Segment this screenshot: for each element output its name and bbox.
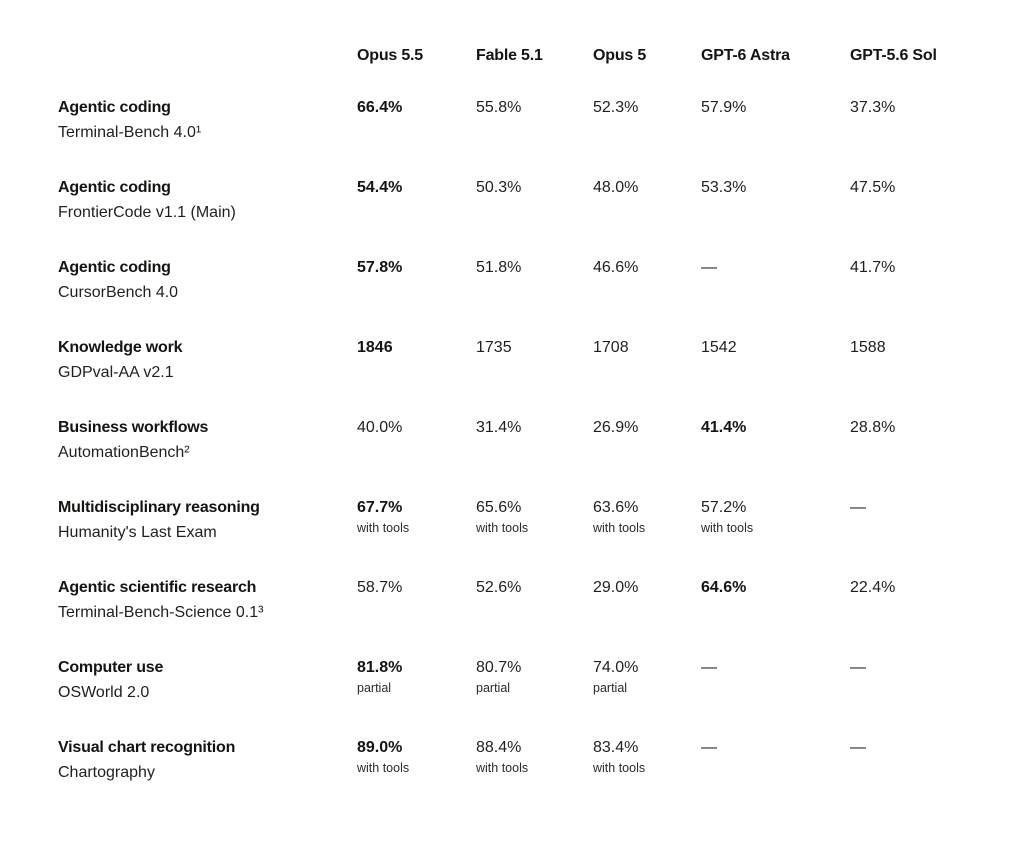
row-label bbox=[58, 578, 348, 623]
score-value: 31.4% bbox=[476, 419, 522, 436]
score-cell bbox=[357, 178, 402, 198]
table-row bbox=[0, 738, 1024, 818]
score-value: — bbox=[701, 739, 717, 756]
score-cell bbox=[850, 338, 886, 358]
score-value: 80.7% bbox=[476, 659, 522, 676]
score-cell bbox=[476, 178, 521, 198]
benchmark-label: OSWorld 2.0 bbox=[58, 684, 150, 701]
score-cell bbox=[476, 418, 521, 438]
table-row bbox=[0, 418, 1024, 498]
column-header-opus-5-5: Opus 5.5 bbox=[357, 47, 423, 64]
score-value: 47.5% bbox=[850, 179, 896, 196]
score-cell bbox=[357, 498, 409, 536]
benchmark-label: Chartography bbox=[58, 764, 155, 781]
score-value: — bbox=[850, 659, 866, 676]
score-cell bbox=[701, 658, 717, 678]
score-cell bbox=[701, 418, 746, 438]
score-cell bbox=[850, 498, 866, 518]
score-value: 1542 bbox=[701, 339, 737, 356]
benchmark-label: AutomationBench² bbox=[58, 444, 190, 461]
row-label bbox=[58, 658, 348, 703]
row-label bbox=[58, 98, 348, 143]
best-score-value: 1846 bbox=[357, 339, 393, 356]
column-header-fable-5-1: Fable 5.1 bbox=[476, 47, 543, 64]
score-value: 50.3% bbox=[476, 179, 522, 196]
score-value: 28.8% bbox=[850, 419, 896, 436]
best-score-value: 41.4% bbox=[701, 419, 747, 436]
score-cell bbox=[357, 98, 402, 118]
score-value: 65.6% bbox=[476, 499, 522, 516]
table-row bbox=[0, 258, 1024, 338]
score-cell bbox=[476, 338, 512, 358]
benchmark-label: CursorBench 4.0 bbox=[58, 284, 179, 301]
score-cell bbox=[593, 738, 645, 776]
score-value: 29.0% bbox=[593, 579, 639, 596]
score-cell bbox=[357, 658, 402, 696]
score-note: with tools bbox=[357, 761, 410, 775]
score-value: 57.2% bbox=[701, 499, 747, 516]
score-cell bbox=[357, 738, 409, 776]
score-value: 58.7% bbox=[357, 579, 403, 596]
category-label: Knowledge work bbox=[58, 339, 183, 356]
score-value: 1708 bbox=[593, 339, 629, 356]
score-cell bbox=[476, 658, 521, 696]
category-label: Computer use bbox=[58, 659, 164, 676]
score-cell bbox=[701, 338, 737, 358]
best-score-value: 66.4% bbox=[357, 99, 403, 116]
category-label: Agentic coding bbox=[58, 259, 171, 276]
score-value: 48.0% bbox=[593, 179, 639, 196]
score-cell bbox=[593, 658, 638, 696]
benchmark-label: Terminal-Bench-Science 0.1³ bbox=[58, 604, 264, 621]
best-score-value: 54.4% bbox=[357, 179, 403, 196]
row-label bbox=[58, 498, 348, 543]
score-value: 88.4% bbox=[476, 739, 522, 756]
row-label bbox=[58, 178, 348, 223]
score-cell bbox=[701, 98, 746, 118]
best-score-value: 67.7% bbox=[357, 499, 403, 516]
score-value: 51.8% bbox=[476, 259, 522, 276]
category-label: Business workflows bbox=[58, 419, 209, 436]
score-value: 57.9% bbox=[701, 99, 747, 116]
category-label: Visual chart recognition bbox=[58, 739, 236, 756]
category-label: Multidisciplinary reasoning bbox=[58, 499, 260, 516]
column-header-gpt-6-astra: GPT-6 Astra bbox=[701, 47, 790, 64]
benchmark-label: GDPval-AA v2.1 bbox=[58, 364, 174, 381]
best-score-value: 57.8% bbox=[357, 259, 403, 276]
score-cell bbox=[476, 98, 521, 118]
best-score-value: 81.8% bbox=[357, 659, 403, 676]
score-note: with tools bbox=[593, 521, 646, 535]
table-header bbox=[0, 47, 1024, 69]
score-note: with tools bbox=[701, 521, 754, 535]
score-cell bbox=[701, 738, 717, 758]
score-cell bbox=[476, 498, 528, 536]
score-cell bbox=[593, 498, 645, 536]
score-value: — bbox=[701, 659, 717, 676]
score-cell bbox=[850, 578, 895, 598]
score-value: 41.7% bbox=[850, 259, 896, 276]
best-score-value: 64.6% bbox=[701, 579, 747, 596]
best-score-value: 89.0% bbox=[357, 739, 403, 756]
score-cell bbox=[850, 98, 895, 118]
category-label: Agentic scientific research bbox=[58, 579, 257, 596]
score-value: 1735 bbox=[476, 339, 512, 356]
score-value: 37.3% bbox=[850, 99, 896, 116]
score-cell bbox=[476, 738, 528, 776]
category-label: Agentic coding bbox=[58, 99, 171, 116]
score-value: 63.6% bbox=[593, 499, 639, 516]
score-cell bbox=[476, 258, 521, 278]
row-label bbox=[58, 338, 348, 383]
score-cell bbox=[357, 258, 402, 278]
score-cell bbox=[593, 418, 638, 438]
table-row bbox=[0, 98, 1024, 178]
table-row bbox=[0, 578, 1024, 658]
score-cell bbox=[850, 178, 895, 198]
score-value: 52.6% bbox=[476, 579, 522, 596]
score-cell bbox=[850, 258, 895, 278]
score-value: 40.0% bbox=[357, 419, 403, 436]
column-header-opus-5: Opus 5 bbox=[593, 47, 647, 64]
score-value: 1588 bbox=[850, 339, 886, 356]
score-cell bbox=[357, 418, 402, 438]
score-cell bbox=[593, 258, 638, 278]
score-value: 26.9% bbox=[593, 419, 639, 436]
score-cell bbox=[357, 578, 402, 598]
category-label: Agentic coding bbox=[58, 179, 171, 196]
score-cell bbox=[593, 578, 638, 598]
benchmark-label: Terminal-Bench 4.0¹ bbox=[58, 124, 202, 141]
score-value: — bbox=[701, 259, 717, 276]
score-value: 74.0% bbox=[593, 659, 639, 676]
score-cell bbox=[593, 98, 638, 118]
benchmark-label: Humanity's Last Exam bbox=[58, 524, 217, 541]
score-note: with tools bbox=[357, 521, 410, 535]
score-cell bbox=[850, 418, 895, 438]
score-value: — bbox=[850, 499, 866, 516]
score-cell bbox=[701, 578, 746, 598]
score-cell bbox=[850, 738, 866, 758]
table-row bbox=[0, 658, 1024, 738]
score-cell bbox=[593, 338, 629, 358]
score-cell bbox=[701, 178, 746, 198]
table-row bbox=[0, 498, 1024, 578]
score-value: 52.3% bbox=[593, 99, 639, 116]
score-cell bbox=[476, 578, 521, 598]
score-cell bbox=[357, 338, 393, 358]
row-label bbox=[58, 258, 348, 303]
score-cell bbox=[593, 178, 638, 198]
score-cell bbox=[850, 658, 866, 678]
score-cell bbox=[701, 498, 753, 536]
table-row bbox=[0, 178, 1024, 258]
score-cell bbox=[701, 258, 717, 278]
benchmark-label: FrontierCode v1.1 (Main) bbox=[58, 204, 236, 221]
score-note: partial bbox=[357, 681, 392, 695]
row-label bbox=[58, 738, 348, 783]
score-note: partial bbox=[476, 681, 511, 695]
row-label bbox=[58, 418, 348, 463]
score-value: — bbox=[850, 739, 866, 756]
score-value: 53.3% bbox=[701, 179, 747, 196]
score-note: partial bbox=[593, 681, 628, 695]
score-value: 55.8% bbox=[476, 99, 522, 116]
score-note: with tools bbox=[476, 521, 529, 535]
score-note: with tools bbox=[476, 761, 529, 775]
score-value: 22.4% bbox=[850, 579, 896, 596]
score-value: 46.6% bbox=[593, 259, 639, 276]
column-header-gpt-5-6-sol: GPT-5.6 Sol bbox=[850, 47, 937, 64]
score-note: with tools bbox=[593, 761, 646, 775]
score-value: 83.4% bbox=[593, 739, 639, 756]
table-row bbox=[0, 338, 1024, 418]
